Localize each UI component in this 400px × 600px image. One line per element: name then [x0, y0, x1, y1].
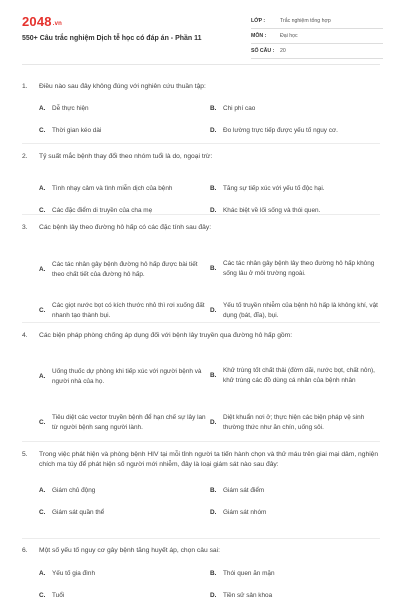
meta-label: LỚP : — [251, 18, 266, 24]
option-text: Chi phí cao — [223, 104, 256, 112]
question-divider — [22, 322, 380, 323]
option-text: Giám chủ động — [52, 487, 96, 494]
meta-label: SỐ CÂU : — [251, 48, 275, 54]
option-text: Thời gian kéo dài — [52, 126, 102, 134]
question-stem — [22, 546, 380, 556]
option-letter: D. — [210, 591, 217, 599]
option-b[interactable] — [210, 486, 380, 496]
option-b[interactable] — [210, 184, 380, 194]
option-b[interactable] — [210, 104, 380, 114]
header-divider — [22, 64, 380, 65]
meta-label: MÔN : — [251, 33, 267, 39]
question-number: 6. — [22, 547, 28, 554]
question-4 — [22, 331, 380, 441]
site-logo[interactable] — [22, 14, 62, 29]
option-text: Tiêu diệt các vector truyền bệnh để hạn chế sự lây lan từ người bệnh sang người lành. — [52, 414, 206, 431]
option-text: Các tác nhân gây bệnh lây theo đường hô hấp không sống lâu ở môi trường ngoài. — [223, 260, 375, 277]
option-letter: B. — [210, 264, 217, 272]
option-letter: C. — [39, 306, 46, 314]
option-letter: C. — [39, 418, 46, 426]
option-text: Tình nhạy cảm và tình miễn dịch của bệnh — [52, 184, 173, 192]
option-letter: A. — [39, 569, 46, 577]
option-text: Đo lường trực tiếp được yếu tố nguy cơ. — [223, 126, 338, 134]
option-letter: A. — [39, 184, 46, 192]
question-text: Một số yếu tố nguy cơ gây bệnh tăng huyết áp, chọn câu sai: — [39, 547, 220, 554]
question-number: 4. — [22, 332, 28, 339]
question-divider — [22, 538, 380, 539]
meta-row-count — [251, 44, 383, 59]
logo-suffix: .vn — [52, 21, 63, 27]
option-a[interactable] — [39, 486, 209, 496]
option-a[interactable] — [39, 367, 209, 387]
option-text: Khác biệt về lối sống và thói quen. — [223, 206, 321, 214]
option-letter: B. — [210, 184, 217, 192]
option-text: Giám sát nhóm — [223, 509, 267, 516]
question-stem — [22, 223, 380, 233]
question-stem — [22, 450, 380, 469]
question-6 — [22, 546, 380, 600]
question-divider — [22, 143, 380, 144]
option-text: Tuổi — [52, 591, 65, 599]
option-letter: A. — [39, 372, 46, 380]
option-d[interactable] — [210, 508, 380, 518]
option-letter: C. — [39, 206, 46, 214]
question-number: 2. — [22, 153, 28, 160]
option-text: Khử trùng tốt chất thải (đờm dãi, nước bọt, chất nôn), khử trùng các đồ dùng cá nhân của bệnh nhân — [223, 367, 375, 384]
option-c[interactable] — [39, 126, 199, 136]
option-b[interactable] — [210, 259, 380, 279]
question-divider — [22, 214, 380, 215]
option-b[interactable] — [210, 361, 380, 391]
option-letter: B. — [210, 371, 217, 379]
option-letter: C. — [39, 126, 46, 134]
option-text: Thói quen ăn mặn — [223, 569, 275, 577]
option-text: Yếu tố truyền nhiễm của bệnh hô hấp là không khí, vật dụng (bát, đĩa), bụi. — [223, 302, 378, 319]
logo-number: 2048 — [22, 14, 52, 29]
option-letter: B. — [210, 569, 217, 577]
meta-row-class — [251, 14, 383, 29]
document-title: 550+ Câu trắc nghiệm Dịch tễ học có đáp án - Phần 11 — [22, 35, 202, 42]
question-text: Điều nào sau đây không đúng với nghiên cứu thuần tập: — [39, 83, 206, 90]
question-text: Tỷ suất mắc bệnh thay đổi theo nhóm tuổi là do, ngoại trừ: — [39, 153, 213, 160]
option-letter: D. — [210, 418, 217, 426]
document-meta-table — [251, 14, 383, 59]
question-1 — [22, 82, 380, 140]
option-text: Các giọt nước bọt có kích thước nhỏ thì rơi xuống đất nhanh tạo thành bụi. — [52, 302, 205, 319]
meta-value: 20 — [280, 48, 286, 54]
question-text: Các biện pháp phòng chống áp dụng đối với bệnh lây truyền qua đường hô hấp gồm: — [39, 332, 293, 339]
meta-row-subject — [251, 29, 383, 44]
option-d[interactable] — [210, 126, 380, 136]
option-c[interactable] — [39, 508, 209, 518]
option-a[interactable] — [39, 255, 209, 285]
option-text: Giám sát quần thể — [52, 509, 105, 516]
document-header — [0, 0, 400, 66]
option-b[interactable] — [210, 569, 380, 579]
option-letter: A. — [39, 487, 46, 494]
option-text: Dễ thực hiện — [52, 104, 89, 112]
option-d[interactable] — [210, 413, 380, 433]
option-letter: A. — [39, 265, 46, 273]
question-stem — [22, 152, 380, 162]
option-letter: D. — [210, 206, 217, 214]
question-text: Các bệnh lây theo đường hô hấp có các đặc tính sau đây: — [39, 224, 212, 231]
option-letter: C. — [39, 509, 46, 516]
option-text: Các đặc điểm di truyền của cha mẹ — [52, 206, 153, 214]
question-stem — [22, 331, 380, 341]
option-letter: C. — [39, 591, 46, 599]
question-divider — [22, 441, 380, 442]
question-number: 1. — [22, 83, 28, 90]
option-text: Tăng sự tiếp xúc với yếu tố độc hại. — [223, 184, 325, 192]
option-a[interactable] — [39, 184, 209, 194]
option-a[interactable] — [39, 569, 209, 579]
option-text: Các tác nhân gây bệnh đường hô hấp được bài tiết theo chất tiết của đường hô hấp. — [52, 261, 198, 278]
option-c[interactable] — [39, 591, 209, 600]
option-text: Uống thuốc dự phòng khi tiếp xúc với người bệnh và người nhà của họ. — [52, 368, 202, 385]
meta-value: Đại học — [280, 33, 298, 39]
option-c[interactable] — [39, 408, 209, 438]
meta-value: Trắc nghiệm tổng hợp — [280, 18, 331, 24]
question-2 — [22, 152, 380, 214]
option-letter: D. — [210, 306, 217, 314]
question-number: 5. — [22, 451, 28, 458]
option-d[interactable] — [210, 591, 380, 600]
option-letter: B. — [210, 487, 217, 494]
option-c[interactable] — [39, 301, 209, 321]
option-letter: B. — [210, 104, 217, 112]
question-5 — [22, 450, 380, 535]
question-text: Trong việc phát hiện và phòng bệnh HIV tại mỗi tỉnh người ta tiến hành chọn và thử máu trên giai mại dâm, nghiện chích ma túy để phát hiện số người mới nhiễm, đây là loại giám sát nào sau đây: — [39, 451, 379, 468]
option-text: Yếu tố gia đình — [52, 569, 95, 577]
question-stem — [22, 82, 380, 92]
option-a[interactable] — [39, 104, 199, 114]
option-letter: D. — [210, 126, 217, 134]
question-3 — [22, 223, 380, 323]
option-text: Diệt khuẩn nơi ở; thực hiện các biện pháp vệ sinh thường thức như ăn chín, uống sôi. — [223, 414, 365, 431]
option-text: Giám sát điểm — [223, 487, 265, 494]
option-letter: D. — [210, 509, 217, 516]
option-d[interactable] — [210, 301, 380, 321]
option-text: Tiền sử sản khoa — [223, 591, 273, 599]
question-number: 3. — [22, 224, 28, 231]
option-letter: A. — [39, 104, 46, 112]
